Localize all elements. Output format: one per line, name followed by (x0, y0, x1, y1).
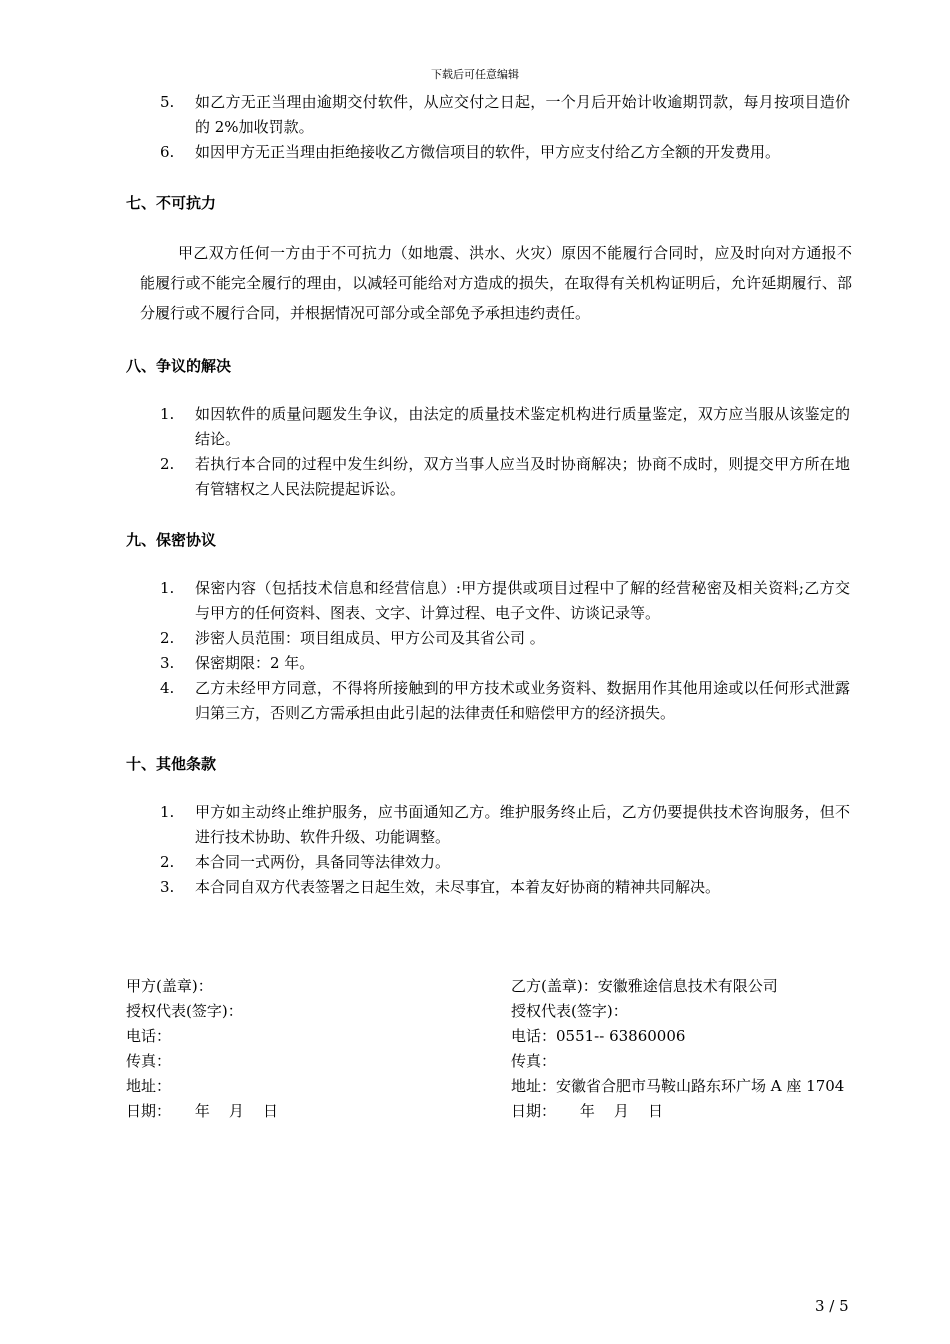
item-text: 如因甲方无正当理由拒绝接收乙方微信项目的软件，甲方应支付给乙方全额的开发费用。 (195, 143, 781, 161)
party-b-signature-block (511, 974, 861, 1124)
item-text: 保密期限：2 年。 (195, 654, 315, 672)
party-a-signature-block (126, 974, 456, 1124)
list-item (160, 140, 850, 165)
section-title-confidentiality: 九、保密协议 (126, 531, 217, 549)
party-b-seal: 乙方(盖章)：安徽雅途信息技术有限公司 (511, 977, 778, 995)
item-number: 3. (160, 654, 175, 672)
item-number: 5. (160, 93, 175, 111)
page-number: 3 / 5 (815, 1297, 849, 1315)
item-text: 若执行本合同的过程中发生纠纷，双方当事人应当及时协商解决；协商不成时，则提交甲方所在地有管辖权之人民法院提起诉讼。 (195, 455, 850, 498)
item-text: 本合同一式两份，具备同等法律效力。 (195, 853, 451, 871)
list-item (160, 576, 850, 626)
list-item (160, 651, 850, 676)
list-item (160, 452, 850, 502)
list-item (160, 875, 850, 900)
item-number: 1. (160, 579, 175, 597)
list-item (160, 90, 850, 140)
party-a-date: 日期： 年 月 日 (126, 1102, 278, 1120)
list-item (160, 800, 850, 850)
item-text: 涉密人员范围：项目组成员、甲方公司及其省公司 。 (195, 629, 545, 647)
page-header: 下载后可任意编辑 (431, 68, 519, 81)
section-title-dispute: 八、争议的解决 (126, 357, 232, 375)
list-item (160, 676, 850, 726)
item-text: 保密内容（包括技术信息和经营信息）:甲方提供或项目过程中了解的经营秘密及相关资料;乙方交与甲方的任何资料、图表、文字、计算过程、电子文件、访谈记录等。 (195, 579, 850, 622)
party-a-seal: 甲方(盖章)： (126, 977, 213, 995)
party-b-phone: 电话：0551-- 63860006 (511, 1027, 686, 1045)
section-title-force-majeure: 七、不可抗力 (126, 194, 217, 212)
party-a-representative: 授权代表(签字)： (126, 1002, 243, 1020)
party-b-address-label: 地址： (511, 1077, 557, 1095)
item-text: 甲方如主动终止维护服务，应书面通知乙方。维护服务终止后，乙方仍要提供技术咨询服务，但不进行技术协助、软件升级、功能调整。 (195, 803, 850, 846)
section-title-other-terms: 十、其他条款 (126, 755, 217, 773)
party-a-address: 地址： (126, 1077, 172, 1095)
item-text: 本合同自双方代表签署之日起生效，未尽事宜，本着友好协商的精神共同解决。 (195, 878, 721, 896)
party-b-date: 日期： 年 月 日 (511, 1102, 663, 1120)
party-a-phone: 电话： (126, 1027, 172, 1045)
party-b-representative: 授权代表(签字)： (511, 1002, 628, 1020)
party-b-fax: 传真： (511, 1052, 557, 1070)
party-a-fax: 传真： (126, 1052, 172, 1070)
item-text: 乙方未经甲方同意，不得将所接触到的甲方技术或业务资料、数据用作其他用途或以任何形式泄露归第三方，否则乙方需承担由此引起的法律责任和赔偿甲方的经济损失。 (195, 679, 850, 722)
item-number: 2. (160, 629, 175, 647)
item-number: 1. (160, 803, 175, 821)
item-number: 4. (160, 679, 175, 697)
item-number: 2. (160, 455, 175, 473)
list-item (160, 850, 850, 875)
item-text: 如乙方无正当理由逾期交付软件，从应交付之日起，一个月后开始计收逾期罚款，每月按项目造价的 2%加收罚款。 (195, 93, 850, 136)
party-b-address-line (511, 1074, 861, 1099)
item-number: 2. (160, 853, 175, 871)
list-item (160, 626, 850, 651)
item-text: 如因软件的质量问题发生争议，由法定的质量技术鉴定机构进行质量鉴定，双方应当服从该鉴定的结论。 (195, 405, 850, 448)
force-majeure-paragraph: 甲乙双方任何一方由于不可抗力（如地震、洪水、火灾）原因不能履行合同时，应及时向对方通报不能履行或不能完全履行的理由，以减轻可能给对方造成的损失，在取得有关机构证明后，允许延期履行、部分履行或不履行合同，并根据情况可部分或全部免予承担违约责任。 (140, 244, 852, 322)
item-number: 6. (160, 143, 175, 161)
party-b-address: 安徽省合肥市马鞍山路东环广场 A 座 1704 (556, 1077, 845, 1095)
item-number: 1. (160, 405, 175, 423)
list-item (160, 402, 850, 452)
item-number: 3. (160, 878, 175, 896)
